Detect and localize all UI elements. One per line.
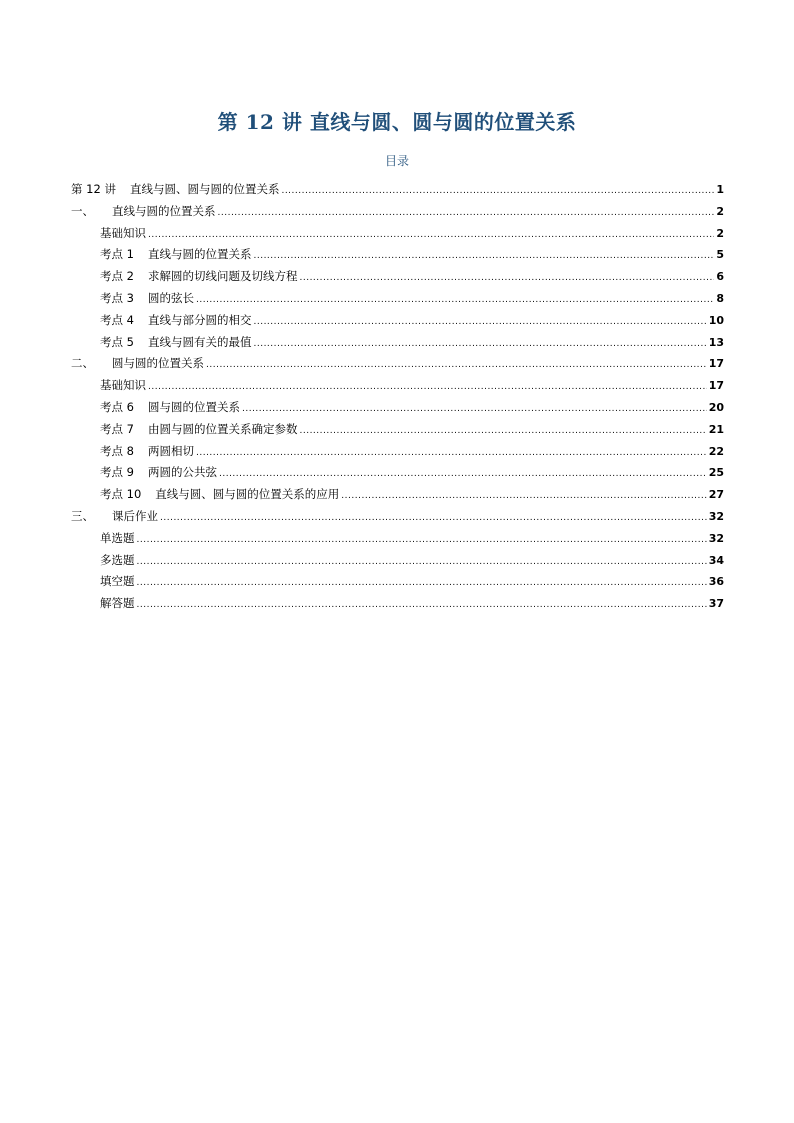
toc-entry-title: 直线与圆的位置关系	[147, 247, 252, 262]
dot-leader	[148, 377, 707, 399]
toc-entry-number: 考点 8	[100, 443, 134, 458]
toc-entry-page: 22	[708, 444, 724, 458]
dot-leader	[206, 355, 707, 377]
toc-entry-title: 两圆相切	[147, 443, 194, 458]
toc-entry-point-4[interactable]	[71, 310, 724, 332]
toc-entry-basics-1[interactable]	[71, 223, 724, 245]
toc-entry-number: 考点 9	[100, 465, 134, 480]
toc-entry-title: 解答题	[100, 596, 135, 611]
toc-entry-basics-2[interactable]	[71, 375, 724, 397]
toc-entry-title: 基础知识	[100, 378, 146, 393]
dot-leader	[281, 181, 714, 203]
toc-entry-title: 直线与圆、圆与圆的位置关系	[129, 182, 280, 196]
dot-leader	[242, 399, 707, 421]
toc-entry-title: 求解圆的切线问题及切线方程	[147, 269, 298, 284]
dot-leader	[299, 421, 706, 443]
toc-entry-number: 考点 4	[100, 312, 134, 327]
toc-entry-section-3[interactable]	[71, 506, 724, 528]
toc-entry-title: 圆与圆的位置关系	[112, 356, 204, 371]
dot-leader	[148, 225, 714, 247]
dot-leader	[196, 290, 714, 312]
toc-entry-title: 直线与圆、圆与圆的位置关系的应用	[155, 487, 340, 502]
toc-entry-page: 10	[708, 313, 724, 327]
toc-entry-page: 36	[708, 575, 724, 589]
toc-entry-number: 考点 7	[100, 421, 134, 436]
dot-leader	[137, 573, 707, 595]
toc-entry-point-1[interactable]	[71, 244, 724, 266]
toc-entry-page: 5	[716, 248, 724, 262]
toc-entry-number: 考点 6	[100, 399, 134, 414]
toc-entry-page: 37	[708, 597, 724, 611]
dot-leader	[218, 203, 715, 225]
toc-entry-title: 单选题	[100, 530, 135, 545]
toc-entry-point-2[interactable]	[71, 266, 724, 288]
toc-entry-title: 基础知识	[100, 225, 146, 240]
toc-entry-multiple-choice[interactable]	[71, 550, 724, 572]
toc-entry-number: 第 12 讲	[71, 182, 116, 196]
toc-entry-page: 8	[716, 291, 724, 305]
toc-entry-section-1[interactable]	[71, 201, 724, 223]
toc-entry-lecture[interactable]	[71, 179, 724, 201]
toc-entry-page: 20	[708, 400, 724, 414]
dot-leader	[160, 508, 707, 530]
dot-leader	[137, 552, 707, 574]
toc-entry-title: 圆与圆的位置关系	[147, 399, 240, 414]
toc-entry-number: 考点 2	[100, 269, 134, 284]
toc-entry-page: 34	[708, 553, 724, 567]
toc-entry-title: 由圆与圆的位置关系确定参数	[147, 421, 298, 436]
toc-entry-number: 二、	[71, 356, 94, 371]
toc-entry-page: 21	[708, 422, 724, 436]
toc-entry-point-5[interactable]	[71, 332, 724, 354]
toc-entry-page: 13	[708, 335, 724, 349]
dot-leader	[137, 595, 707, 617]
dot-leader	[299, 268, 714, 290]
toc-entry-point-7[interactable]	[71, 419, 724, 441]
toc-entry-problems[interactable]	[71, 593, 724, 615]
toc-entry-fill-blank[interactable]	[71, 571, 724, 593]
toc-entry-page: 1	[716, 183, 724, 196]
dot-leader	[253, 334, 706, 356]
toc-entry-single-choice[interactable]	[71, 528, 724, 550]
dot-leader	[253, 246, 714, 268]
toc-entry-number: 三、	[71, 508, 94, 523]
toc-entry-point-10[interactable]	[71, 484, 724, 506]
toc-entry-page: 17	[708, 379, 724, 393]
toc-entry-title: 直线与部分圆的相交	[147, 312, 252, 327]
toc-entry-title: 两圆的公共弦	[147, 465, 217, 480]
dot-leader	[253, 312, 706, 334]
toc-entry-title: 直线与圆的位置关系	[112, 203, 216, 218]
toc-entry-title: 课后作业	[112, 508, 158, 523]
toc-entry-title: 直线与圆有关的最值	[147, 334, 252, 349]
toc-entry-title: 多选题	[100, 552, 135, 567]
toc-entry-number: 考点 5	[100, 334, 134, 349]
toc-entry-number: 一、	[71, 203, 94, 218]
toc-entry-page: 17	[708, 357, 724, 371]
toc-entry-number: 考点 3	[100, 290, 134, 305]
dot-leader	[219, 464, 707, 486]
toc-entry-page: 27	[708, 488, 724, 502]
toc-heading: 目录	[384, 154, 409, 168]
toc-entry-point-9[interactable]	[71, 462, 724, 484]
toc-entry-point-8[interactable]	[71, 441, 724, 463]
dot-leader	[137, 530, 707, 552]
toc-entry-title: 圆的弦长	[147, 290, 194, 305]
toc-entry-number: 考点 10	[100, 487, 142, 502]
toc-entry-number: 考点 1	[100, 247, 134, 262]
toc-entry-page: 32	[708, 531, 724, 545]
toc-entry-page: 2	[716, 204, 724, 218]
toc-entry-page: 25	[708, 466, 724, 480]
toc-entry-point-3[interactable]	[71, 288, 724, 310]
toc-entry-section-2[interactable]	[71, 353, 724, 375]
page-title: 第 12 讲 直线与圆、圆与圆的位置关系	[217, 110, 577, 134]
toc-entry-page: 6	[716, 270, 724, 284]
toc-entry-title: 填空题	[100, 574, 135, 589]
toc-entry-point-6[interactable]	[71, 397, 724, 419]
toc-entry-page: 2	[716, 226, 724, 240]
table-of-contents	[71, 179, 724, 615]
dot-leader	[341, 486, 706, 508]
dot-leader	[196, 443, 707, 465]
toc-entry-page: 32	[708, 509, 724, 523]
